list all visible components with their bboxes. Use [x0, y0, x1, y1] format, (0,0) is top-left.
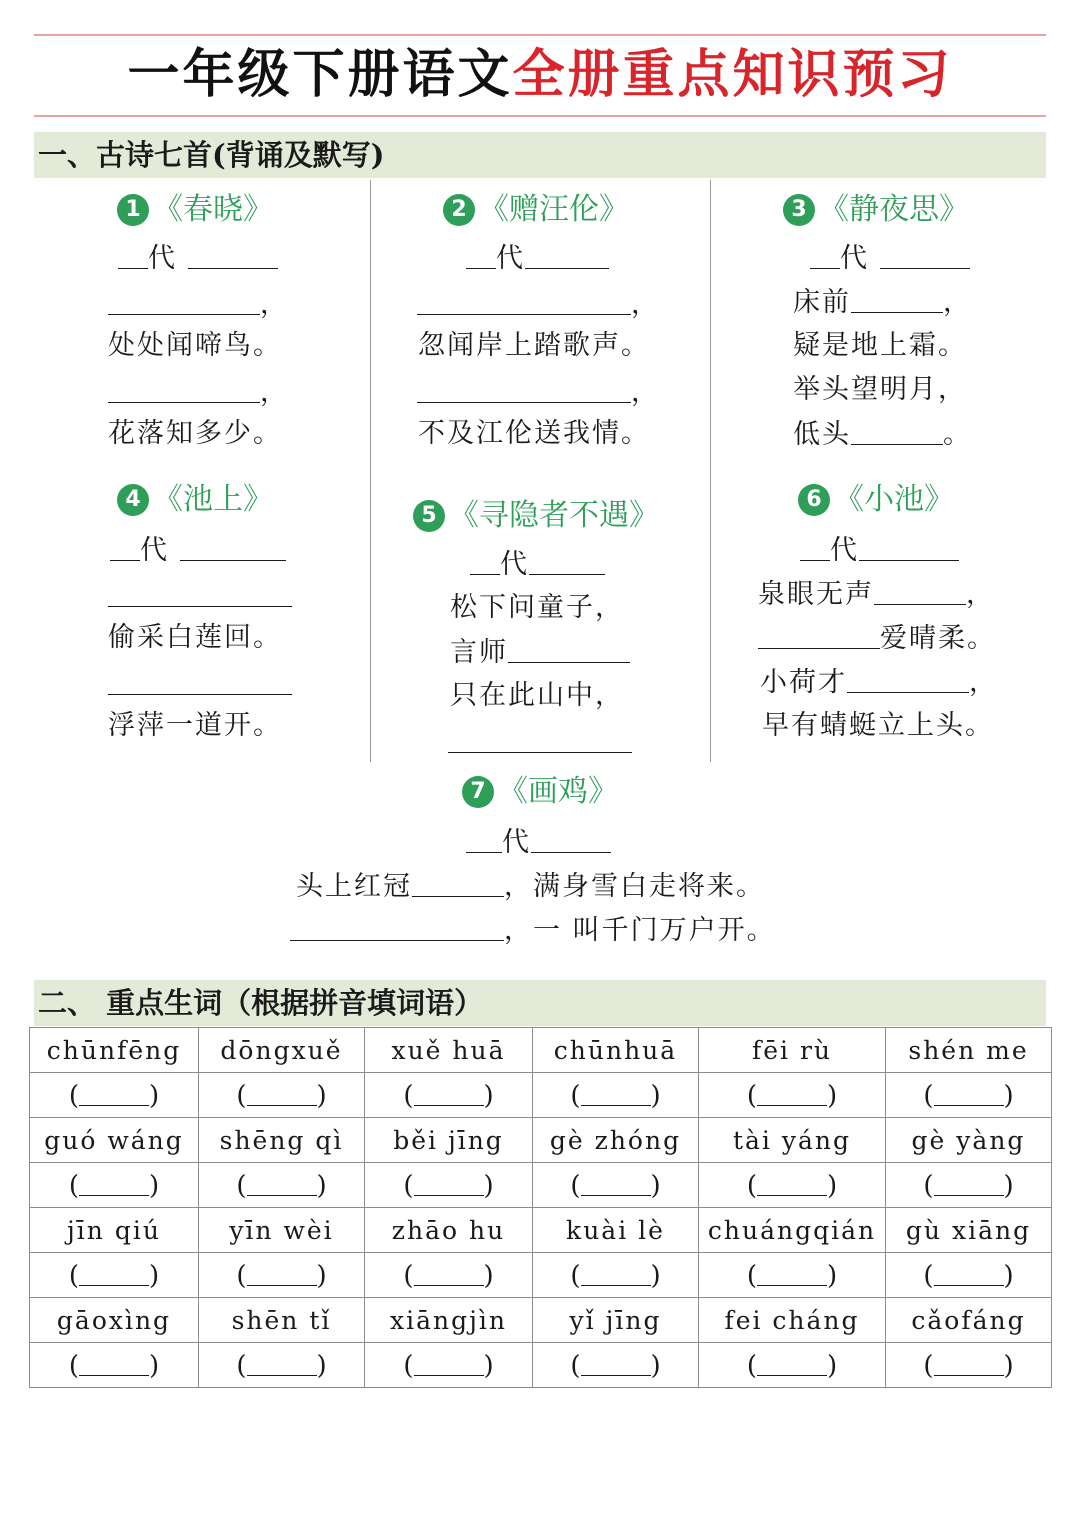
pinyin-cell: chūnfēng	[30, 1028, 199, 1073]
answer-row	[30, 1343, 1052, 1388]
paren-open: (	[68, 1261, 79, 1291]
answer-blank[interactable]	[69, 1259, 159, 1291]
poem-line: 爱晴柔。	[758, 620, 996, 657]
pinyin-cell: gè zhóng	[533, 1118, 699, 1163]
poem-line: 言师	[450, 634, 630, 671]
answer-underline[interactable]	[79, 1169, 149, 1196]
paren-close: )	[650, 1081, 661, 1111]
answer-underline[interactable]	[581, 1079, 651, 1106]
poem-line	[108, 666, 292, 703]
pinyin-cell: kuài lè	[533, 1208, 699, 1253]
paren-close: )	[316, 1081, 327, 1111]
answer-cell[interactable]	[533, 1163, 699, 1208]
paren-close: )	[316, 1171, 327, 1201]
poem-line: 浮萍一道开。	[108, 710, 282, 741]
answer-cell[interactable]	[30, 1253, 199, 1298]
pinyin-cell: xuě huā	[365, 1028, 533, 1073]
paren-open: (	[570, 1261, 581, 1291]
answer-cell[interactable]	[533, 1253, 699, 1298]
poem-author-line: 代	[466, 240, 609, 277]
poem-line: 松下问童子，	[450, 592, 624, 623]
answer-underline[interactable]	[414, 1259, 484, 1286]
paren-open: (	[68, 1351, 79, 1381]
answer-cell[interactable]	[199, 1343, 365, 1388]
poem-author-line: 代	[470, 546, 605, 583]
poem-line: 忽闻岸上踏歌声。	[418, 330, 650, 361]
answer-blank[interactable]	[236, 1259, 326, 1291]
answer-blank[interactable]	[570, 1259, 660, 1291]
title-black: 一年级下册语文	[127, 45, 513, 105]
poem-author-line: 代	[810, 240, 970, 277]
poem-title-5: 5 《寻隐者不遇》	[413, 496, 659, 536]
answer-cell[interactable]	[199, 1253, 365, 1298]
poem-line: 处处闻啼鸟。	[108, 330, 282, 361]
poem-line: ，	[417, 374, 660, 411]
poem-line: 低头 。	[793, 416, 972, 453]
paren-close: )	[827, 1081, 838, 1111]
answer-cell[interactable]	[30, 1073, 199, 1118]
paren-open: (	[570, 1351, 581, 1381]
answer-cell[interactable]	[886, 1163, 1052, 1208]
paren-open: (	[236, 1171, 247, 1201]
answer-blank[interactable]	[69, 1169, 159, 1201]
paren-close: )	[316, 1351, 327, 1381]
number-badge-3: 3	[783, 194, 815, 226]
pinyin-cell: chūnhuā	[533, 1028, 699, 1073]
pinyin-cell: gāoxìng	[30, 1298, 199, 1343]
paren-close: )	[149, 1261, 160, 1291]
poem-line: 床前 ，	[793, 284, 972, 321]
number-badge-6: 6	[798, 484, 830, 516]
number-badge-1: 1	[117, 194, 149, 226]
poem-line	[108, 578, 292, 615]
poem-line: 举头望明月，	[793, 374, 967, 405]
paren-close: )	[483, 1171, 494, 1201]
poem-line	[448, 724, 632, 761]
answer-blank[interactable]	[403, 1079, 493, 1111]
answer-cell[interactable]	[199, 1073, 365, 1118]
paren-open: (	[570, 1081, 581, 1111]
pinyin-cell: dōngxuě	[199, 1028, 365, 1073]
paren-close: )	[483, 1081, 494, 1111]
paren-close: )	[827, 1351, 838, 1381]
poem-line: 小荷才 ，	[760, 664, 998, 701]
pinyin-cell: běi jīng	[365, 1118, 533, 1163]
answer-underline[interactable]	[581, 1259, 651, 1286]
answer-blank[interactable]	[403, 1169, 493, 1201]
paren-open: (	[236, 1261, 247, 1291]
pinyin-cell: chuángqián	[699, 1208, 886, 1253]
answer-underline[interactable]	[247, 1349, 317, 1376]
poem-author-line: 代	[800, 532, 959, 569]
answer-cell[interactable]	[30, 1163, 199, 1208]
paren-open: (	[923, 1261, 934, 1291]
answer-underline[interactable]	[934, 1259, 1004, 1286]
pinyin-row	[30, 1028, 1052, 1073]
poem-line: 头上红冠 ，满身雪白走将来。	[296, 868, 765, 905]
answer-underline[interactable]	[757, 1079, 827, 1106]
answer-blank[interactable]	[236, 1169, 326, 1201]
pinyin-cell: cǎofáng	[886, 1298, 1052, 1343]
answer-underline[interactable]	[757, 1259, 827, 1286]
answer-blank[interactable]	[747, 1349, 837, 1381]
answer-underline[interactable]	[934, 1169, 1004, 1196]
number-badge-5: 5	[413, 500, 445, 532]
pinyin-cell: xiāngjìn	[365, 1298, 533, 1343]
paren-open: (	[746, 1351, 757, 1381]
paren-open: (	[746, 1261, 757, 1291]
number-badge-7: 7	[462, 776, 494, 808]
column-divider-right	[710, 180, 711, 762]
answer-cell[interactable]	[699, 1163, 886, 1208]
poem-line: 偷采白莲回。	[108, 622, 282, 653]
poem-line: 不及江伦送我情。	[418, 418, 650, 449]
answer-underline[interactable]	[79, 1079, 149, 1106]
answer-blank[interactable]	[570, 1349, 660, 1381]
paren-open: (	[68, 1081, 79, 1111]
answer-cell[interactable]	[533, 1073, 699, 1118]
pinyin-cell: shēn tǐ	[199, 1298, 365, 1343]
top-rule	[34, 34, 1046, 36]
answer-cell[interactable]	[365, 1073, 533, 1118]
paren-open: (	[923, 1351, 934, 1381]
paren-close: )	[483, 1351, 494, 1381]
paren-open: (	[236, 1351, 247, 1381]
answer-underline[interactable]	[934, 1349, 1004, 1376]
answer-cell[interactable]	[886, 1073, 1052, 1118]
answer-underline[interactable]	[414, 1169, 484, 1196]
pinyin-cell: gè yàng	[886, 1118, 1052, 1163]
answer-blank[interactable]	[570, 1079, 660, 1111]
answer-blank[interactable]	[923, 1169, 1013, 1201]
paren-close: )	[149, 1081, 160, 1111]
pinyin-cell: yǐ jīng	[533, 1298, 699, 1343]
poem-line: ，	[108, 374, 289, 411]
answer-underline[interactable]	[757, 1169, 827, 1196]
poem-title-7: 7 《画鸡》	[462, 772, 618, 812]
column-divider-left	[370, 180, 371, 762]
answer-blank[interactable]	[570, 1169, 660, 1201]
poem-line: ，一 叫千门万户开。	[290, 912, 776, 949]
section-heading-vocab: 二、 重点生词（根据拼音填词语）	[34, 980, 1046, 1026]
pinyin-cell: gù xiāng	[886, 1208, 1052, 1253]
answer-blank[interactable]	[69, 1079, 159, 1111]
answer-blank[interactable]	[403, 1349, 493, 1381]
paren-open: (	[746, 1081, 757, 1111]
pinyin-cell: yīn wèi	[199, 1208, 365, 1253]
paren-close: )	[650, 1171, 661, 1201]
pinyin-cell: guó wáng	[30, 1118, 199, 1163]
poem-line: 只在此山中，	[450, 680, 624, 711]
answer-row	[30, 1073, 1052, 1118]
poem-line: 疑是地上霜。	[793, 330, 967, 361]
answer-cell[interactable]	[699, 1253, 886, 1298]
answer-blank[interactable]	[923, 1079, 1013, 1111]
answer-cell[interactable]	[533, 1343, 699, 1388]
answer-blank[interactable]	[236, 1079, 326, 1111]
answer-blank[interactable]	[747, 1169, 837, 1201]
answer-cell[interactable]	[886, 1343, 1052, 1388]
paren-close: )	[827, 1171, 838, 1201]
pinyin-row	[30, 1298, 1052, 1343]
poem-line: 泉眼无声 ，	[758, 576, 995, 613]
answer-blank[interactable]	[923, 1349, 1013, 1381]
paren-open: (	[403, 1261, 414, 1291]
answer-underline[interactable]	[247, 1079, 317, 1106]
answer-blank[interactable]	[69, 1349, 159, 1381]
pinyin-cell: tài yáng	[699, 1118, 886, 1163]
paren-open: (	[236, 1081, 247, 1111]
vocab-table	[29, 1027, 1052, 1388]
poem-title-1: 1 《春晓》	[117, 190, 273, 230]
pinyin-cell: shēng qì	[199, 1118, 365, 1163]
answer-underline[interactable]	[247, 1259, 317, 1286]
paren-close: )	[650, 1261, 661, 1291]
paren-close: )	[316, 1261, 327, 1291]
answer-row	[30, 1163, 1052, 1208]
poem-title-3: 3 《静夜思》	[783, 190, 969, 230]
poem-line: 早有蜻蜓立上头。	[762, 710, 994, 741]
poem-title-6: 6 《小池》	[798, 480, 954, 520]
pinyin-cell: jīn qiú	[30, 1208, 199, 1253]
answer-blank[interactable]	[923, 1259, 1013, 1291]
poem-author-line: 代	[466, 824, 611, 861]
poem-line: ，	[417, 286, 660, 323]
answer-cell[interactable]	[30, 1343, 199, 1388]
answer-cell[interactable]	[699, 1343, 886, 1388]
number-badge-2: 2	[443, 194, 475, 226]
answer-underline[interactable]	[581, 1169, 651, 1196]
poem-title-2: 2 《赠汪伦》	[443, 190, 629, 230]
answer-cell[interactable]	[365, 1163, 533, 1208]
pinyin-cell: shén me	[886, 1028, 1052, 1073]
pinyin-cell: zhāo hu	[365, 1208, 533, 1253]
answer-blank[interactable]	[747, 1079, 837, 1111]
answer-underline[interactable]	[247, 1169, 317, 1196]
paren-close: )	[483, 1261, 494, 1291]
paren-close: )	[1003, 1081, 1014, 1111]
number-badge-4: 4	[117, 484, 149, 516]
paren-close: )	[650, 1351, 661, 1381]
paren-open: (	[570, 1171, 581, 1201]
poem-author-line: 代	[118, 240, 278, 277]
answer-underline[interactable]	[934, 1079, 1004, 1106]
bottom-rule	[34, 115, 1046, 117]
answer-underline[interactable]	[757, 1349, 827, 1376]
answer-cell[interactable]	[365, 1343, 533, 1388]
section-heading-poems: 一、古诗七首(背诵及默写)	[34, 132, 1046, 178]
answer-cell[interactable]	[365, 1253, 533, 1298]
paren-open: (	[746, 1171, 757, 1201]
answer-row	[30, 1253, 1052, 1298]
answer-blank[interactable]	[403, 1259, 493, 1291]
paren-open: (	[68, 1171, 79, 1201]
pinyin-cell: fēi rù	[699, 1028, 886, 1073]
pinyin-row	[30, 1208, 1052, 1253]
answer-cell[interactable]	[699, 1073, 886, 1118]
answer-blank[interactable]	[747, 1259, 837, 1291]
paren-close: )	[149, 1171, 160, 1201]
answer-underline[interactable]	[79, 1259, 149, 1286]
answer-cell[interactable]	[886, 1253, 1052, 1298]
paren-open: (	[403, 1351, 414, 1381]
paren-open: (	[923, 1081, 934, 1111]
paren-close: )	[1003, 1261, 1014, 1291]
paren-close: )	[149, 1351, 160, 1381]
paren-close: )	[1003, 1171, 1014, 1201]
title-red: 全册重点知识预习	[512, 45, 953, 105]
paren-open: (	[403, 1081, 414, 1111]
answer-underline[interactable]	[414, 1349, 484, 1376]
answer-underline[interactable]	[414, 1079, 484, 1106]
pinyin-cell: fei cháng	[699, 1298, 886, 1343]
page-title	[0, 38, 1080, 112]
poem-title-4: 4 《池上》	[117, 480, 273, 520]
paren-close: )	[827, 1261, 838, 1291]
poem-line: ，	[108, 286, 289, 323]
answer-cell[interactable]	[199, 1163, 365, 1208]
answer-underline[interactable]	[581, 1349, 651, 1376]
poem-author-line: 代	[110, 532, 286, 569]
pinyin-row	[30, 1118, 1052, 1163]
answer-underline[interactable]	[79, 1349, 149, 1376]
paren-open: (	[403, 1171, 414, 1201]
paren-open: (	[923, 1171, 934, 1201]
answer-blank[interactable]	[236, 1349, 326, 1381]
poem-line: 花落知多少。	[108, 418, 282, 449]
paren-close: )	[1003, 1351, 1014, 1381]
